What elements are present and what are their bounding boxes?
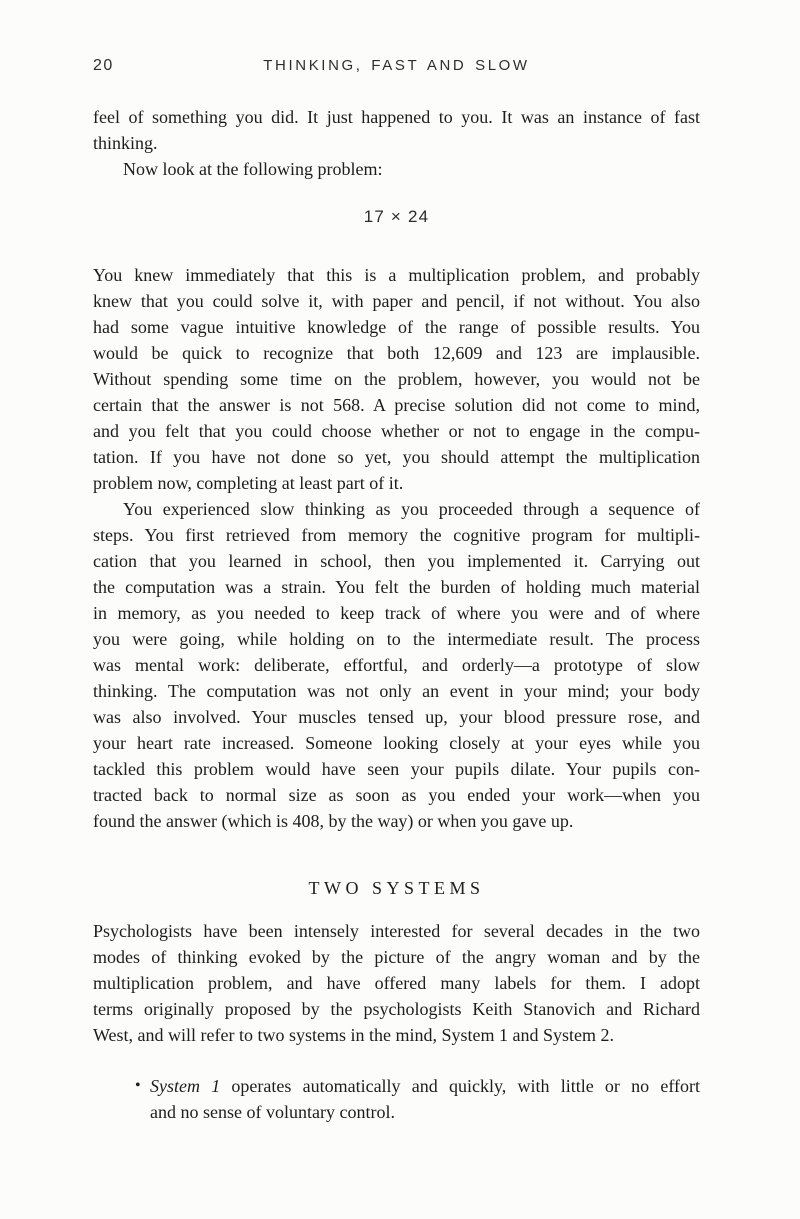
text-line: you were going, while holding on to the intermediate result. The process xyxy=(93,629,700,649)
page-number: 20 xyxy=(93,57,114,74)
multiplication-problem: 17 × 24 xyxy=(363,207,430,226)
text-line: knew that you could solve it, with paper and pencil, if not without. You also xyxy=(93,291,700,311)
paragraph xyxy=(93,262,700,496)
text-line: problem now, completing at least part of it. xyxy=(93,473,404,493)
text-line: in memory, as you needed to keep track of where you were and of where xyxy=(93,603,700,623)
text-line: modes of thinking evoked by the picture of the angry woman and by the xyxy=(93,947,700,967)
text-line: and you felt that you could choose whether or not to engage in the compu- xyxy=(93,421,700,441)
text-line: You experienced slow thinking as you proceeded through a sequence of xyxy=(123,499,700,519)
text-line: multiplication problem, and have offered many labels for them. I adopt xyxy=(93,973,700,993)
text-line: was mental work: deliberate, effortful, and orderly—a prototype of slow xyxy=(93,655,700,675)
bullet-list-item xyxy=(93,1073,700,1125)
italic-text-segment: System 1 xyxy=(150,1076,221,1096)
running-header-title: THINKING, FAST AND SLOW xyxy=(263,57,530,74)
text-line: certain that the answer is not 568. A precise solution did not come to mind, xyxy=(93,395,700,415)
text-line: West, and will refer to two systems in the mind, System 1 and System 2. xyxy=(93,1025,614,1045)
text-line xyxy=(150,1073,700,1099)
text-line: found the answer (which is 408, by the way) or when you gave up. xyxy=(93,811,574,831)
text-line: feel of something you did. It just happened to you. It was an instance of fast xyxy=(93,107,700,127)
text-line: steps. You first retrieved from memory the cognitive program for multipli- xyxy=(93,525,700,545)
paragraph xyxy=(93,104,700,156)
text-segment: operates automatically and quickly, with little or no effort xyxy=(220,1076,700,1096)
text-line: Now look at the following problem: xyxy=(123,159,383,179)
text-line: your heart rate increased. Someone looking closely at your eyes while you xyxy=(93,733,700,753)
text-line: would be quick to recognize that both 12,609 and 123 are implausible. xyxy=(93,343,700,363)
text-line: Without spending some time on the problem, however, you would not be xyxy=(93,369,700,389)
paragraph xyxy=(93,918,700,1048)
paragraph xyxy=(93,156,700,182)
text-line xyxy=(150,1099,700,1125)
bullet-marker: • xyxy=(135,1077,141,1094)
text-line: thinking. xyxy=(93,133,158,153)
text-line: tackled this problem would have seen your pupils dilate. Your pupils con- xyxy=(93,759,700,779)
section-heading: TWO SYSTEMS xyxy=(308,878,485,898)
page-header xyxy=(93,57,700,79)
text-line: had some vague intuitive knowledge of the range of possible results. You xyxy=(93,317,700,337)
text-line: Psychologists have been intensely interested for several decades in the two xyxy=(93,921,700,941)
text-line: You knew immediately that this is a multiplication problem, and probably xyxy=(93,265,700,285)
paragraph xyxy=(93,496,700,834)
text-line: tracted back to normal size as soon as you ended your work—when you xyxy=(93,785,700,805)
text-line: thinking. The computation was not only an event in your mind; your body xyxy=(93,681,700,701)
text-line: the computation was a strain. You felt the burden of holding much material xyxy=(93,577,700,597)
text-line: terms originally proposed by the psychologists Keith Stanovich and Richard xyxy=(93,999,700,1019)
text-segment: and no sense of voluntary control. xyxy=(150,1102,395,1122)
text-line: was also involved. Your muscles tensed up, your blood pressure rose, and xyxy=(93,707,700,727)
text-line: tation. If you have not done so yet, you should attempt the multiplication xyxy=(93,447,700,467)
text-line: cation that you learned in school, then you implemented it. Carrying out xyxy=(93,551,700,571)
page-body xyxy=(93,104,700,1125)
